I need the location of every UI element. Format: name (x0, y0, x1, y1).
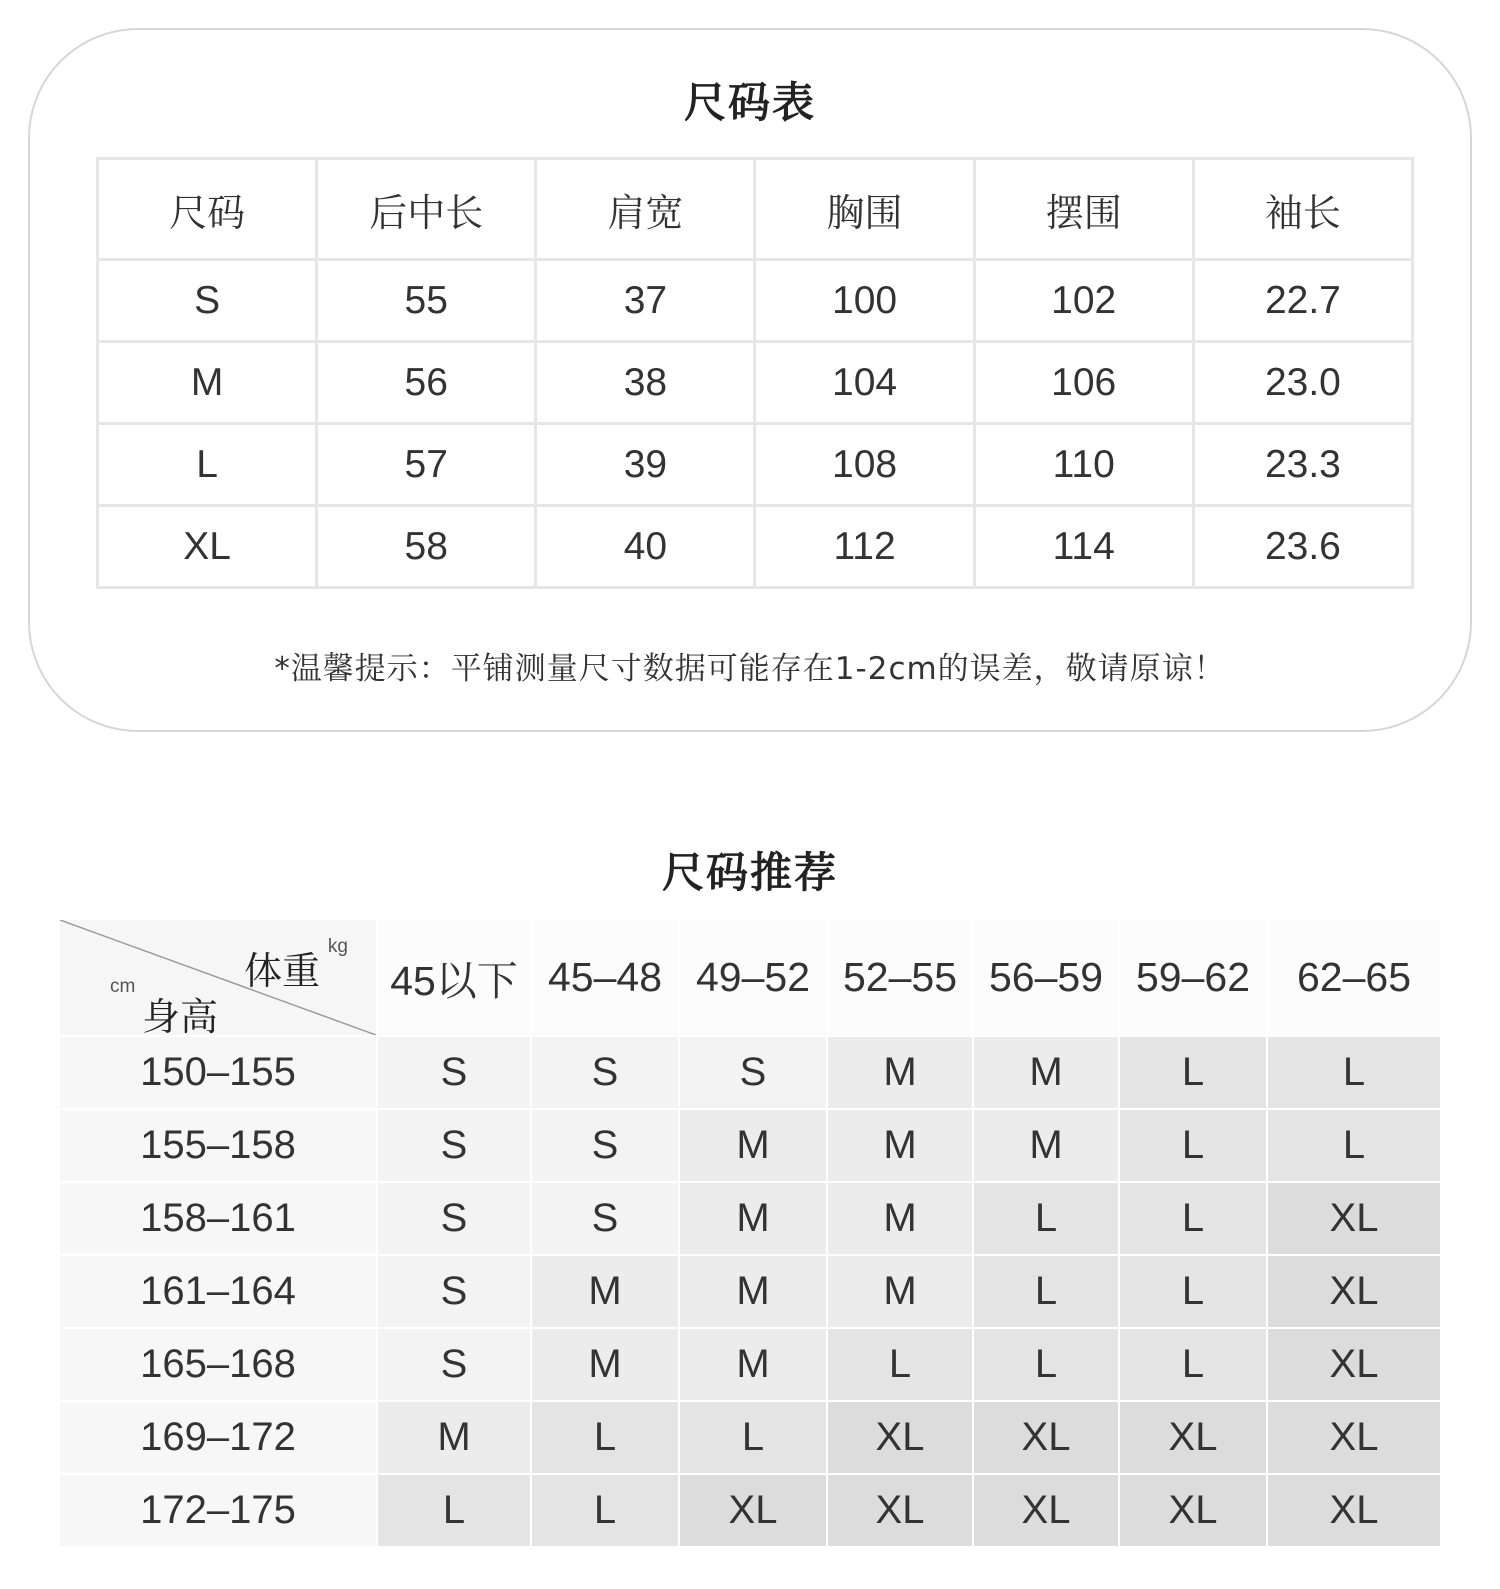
size-recommendation-cell: XL (1267, 1255, 1441, 1328)
size-recommendation-cell: L (531, 1474, 679, 1547)
measure-cell: 38 (536, 342, 755, 424)
size-recommendation-cell: L (1119, 1328, 1267, 1401)
size-recommendation-cell: M (973, 1036, 1119, 1109)
recommendation-row (59, 1109, 1441, 1182)
size-recommendation-cell: M (679, 1255, 827, 1328)
measure-cell: 114 (974, 506, 1193, 588)
measurement-note: *温馨提示：平铺测量尺寸数据可能存在1-2cm的误差，敬请原谅！ (274, 651, 1226, 687)
size-cell: M (98, 342, 317, 424)
size-cell: XL (98, 506, 317, 588)
size-recommendation-cell: M (679, 1182, 827, 1255)
measure-cell: 58 (317, 506, 536, 588)
measure-cell: 23.6 (1193, 506, 1412, 588)
measure-cell: 55 (317, 260, 536, 342)
height-range-cell: 172–175 (59, 1474, 377, 1547)
height-range-cell: 165–168 (59, 1328, 377, 1401)
size-recommendation-cell: L (1119, 1036, 1267, 1109)
size-recommendation-cell: L (827, 1328, 973, 1401)
measure-cell: 23.3 (1193, 424, 1412, 506)
size-recommendation-cell: S (377, 1255, 531, 1328)
recommendation-title: 尺码推荐 (661, 848, 838, 897)
size-recommendation-cell: XL (1267, 1182, 1441, 1255)
measure-cell: 108 (755, 424, 974, 506)
size-recommendation-cell: M (827, 1182, 973, 1255)
size-recommendation-cell: XL (973, 1401, 1119, 1474)
size-recommendation-cell: L (1119, 1182, 1267, 1255)
size-recommendation-cell: XL (679, 1474, 827, 1547)
weight-range-header: 52–55 (827, 919, 973, 1036)
size-recommendation-cell: L (973, 1255, 1119, 1328)
size-recommendation-cell: XL (973, 1474, 1119, 1547)
size-recommendation-cell: M (531, 1255, 679, 1328)
size-recommendation-cell: XL (1119, 1401, 1267, 1474)
size-recommendation-cell: L (1119, 1109, 1267, 1182)
weight-range-header: 49–52 (679, 919, 827, 1036)
measure-cell: 39 (536, 424, 755, 506)
measure-cell: 56 (317, 342, 536, 424)
weight-range-header: 56–59 (973, 919, 1119, 1036)
height-label: 身高 (142, 995, 219, 1039)
size-cell: S (98, 260, 317, 342)
height-unit: cm (110, 976, 136, 997)
header-sleeve-length: 袖长 (1193, 159, 1412, 260)
size-recommendation-cell: S (679, 1036, 827, 1109)
size-recommendation-cell: S (531, 1182, 679, 1255)
size-chart-row (98, 260, 1413, 342)
measure-cell: 110 (974, 424, 1193, 506)
size-chart-table (96, 157, 1414, 589)
size-recommendation-cell: M (827, 1255, 973, 1328)
size-recommendation-cell: L (531, 1401, 679, 1474)
header-size: 尺码 (98, 159, 317, 260)
size-recommendation-cell: S (377, 1109, 531, 1182)
size-recommendation-cell: M (531, 1328, 679, 1401)
size-recommendation-cell: S (377, 1182, 531, 1255)
size-recommendation-cell: XL (827, 1474, 973, 1547)
recommendation-row (59, 1474, 1441, 1547)
size-recommendation-cell: M (679, 1328, 827, 1401)
weight-unit: kg (327, 936, 348, 957)
size-chart-row (98, 342, 1413, 424)
size-recommendation-cell: M (827, 1036, 973, 1109)
measure-cell: 106 (974, 342, 1193, 424)
recommendation-row (59, 1036, 1441, 1109)
size-recommendation-cell: L (1119, 1255, 1267, 1328)
height-range-cell: 150–155 (59, 1036, 377, 1109)
header-hem: 摆围 (974, 159, 1193, 260)
size-recommendation-cell: S (531, 1109, 679, 1182)
corner-cell (59, 919, 377, 1039)
weight-range-header: 62–65 (1267, 919, 1441, 1036)
recommendation-header-row (59, 919, 1441, 1036)
size-cell: L (98, 424, 317, 506)
size-chart-row (98, 506, 1413, 588)
measure-cell: 37 (536, 260, 755, 342)
header-chest: 胸围 (755, 159, 974, 260)
size-recommendation-cell: L (973, 1328, 1119, 1401)
weight-label: 体重 (243, 949, 320, 993)
size-recommendation-cell: L (679, 1401, 827, 1474)
size-recommendation-cell: XL (1267, 1401, 1441, 1474)
recommendation-row (59, 1401, 1441, 1474)
recommendation-table (58, 918, 1442, 1548)
measure-cell: 100 (755, 260, 974, 342)
size-recommendation-cell: L (1267, 1109, 1441, 1182)
weight-range-header: 45以下 (377, 919, 531, 1036)
header-back-length: 后中长 (317, 159, 536, 260)
size-recommendation-cell: XL (1119, 1474, 1267, 1547)
measure-cell: 22.7 (1193, 260, 1412, 342)
size-recommendation-cell: M (679, 1109, 827, 1182)
size-recommendation-cell: M (973, 1109, 1119, 1182)
measure-cell: 40 (536, 506, 755, 588)
recommendation-row (59, 1182, 1441, 1255)
measure-cell: 23.0 (1193, 342, 1412, 424)
size-recommendation-cell: M (827, 1109, 973, 1182)
size-recommendation-cell: XL (1267, 1474, 1441, 1547)
recommendation-row (59, 1328, 1441, 1401)
size-recommendation-cell: M (377, 1401, 531, 1474)
recommendation-row (59, 1255, 1441, 1328)
measure-cell: 112 (755, 506, 974, 588)
size-recommendation-cell: S (531, 1036, 679, 1109)
size-chart-title: 尺码表 (683, 78, 816, 127)
weight-range-header: 45–48 (531, 919, 679, 1036)
measure-cell: 104 (755, 342, 974, 424)
size-chart-header-row (98, 159, 1413, 260)
measure-cell: 102 (974, 260, 1193, 342)
size-recommendation-cell: L (973, 1182, 1119, 1255)
size-recommendation-cell: XL (827, 1401, 973, 1474)
height-range-cell: 169–172 (59, 1401, 377, 1474)
height-range-cell: 161–164 (59, 1255, 377, 1328)
header-shoulder-width: 肩宽 (536, 159, 755, 260)
height-range-cell: 158–161 (59, 1182, 377, 1255)
size-recommendation-cell: L (1267, 1036, 1441, 1109)
size-recommendation-cell: S (377, 1328, 531, 1401)
measure-cell: 57 (317, 424, 536, 506)
size-recommendation-cell: L (377, 1474, 531, 1547)
size-chart-row (98, 424, 1413, 506)
size-recommendation-cell: XL (1267, 1328, 1441, 1401)
weight-range-header: 59–62 (1119, 919, 1267, 1036)
height-range-cell: 155–158 (59, 1109, 377, 1182)
size-recommendation-cell: S (377, 1036, 531, 1109)
